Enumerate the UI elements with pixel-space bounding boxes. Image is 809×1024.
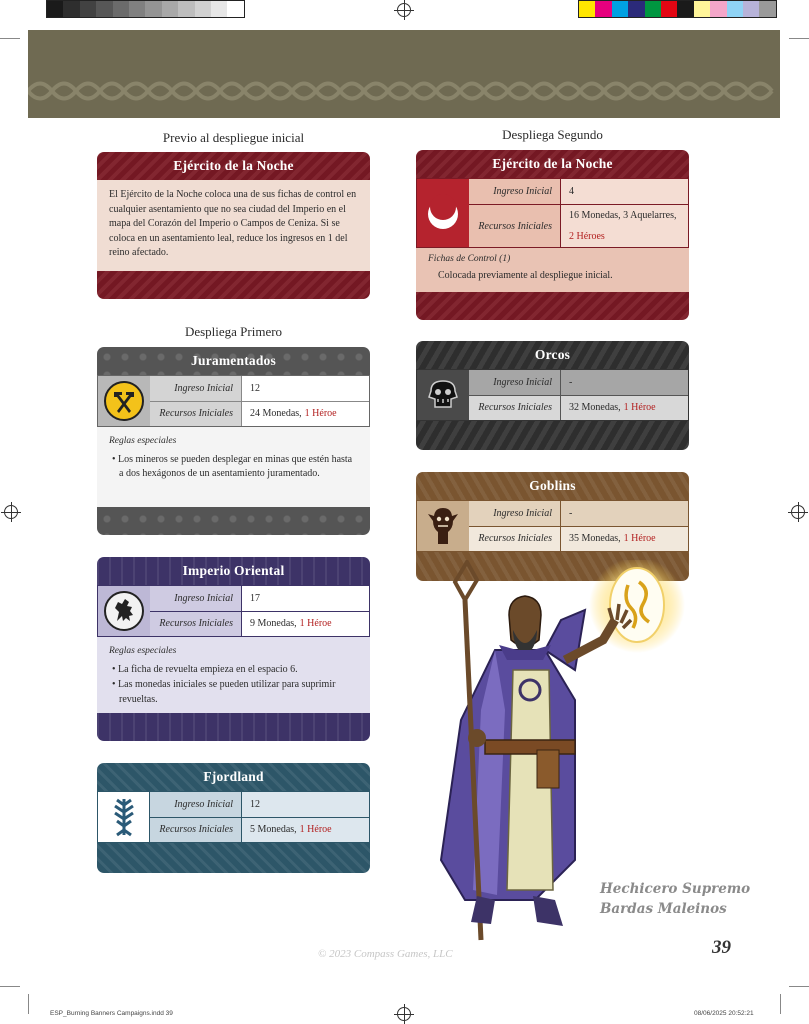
income-value: 12 [250, 382, 260, 394]
card-night-army-second [416, 150, 689, 320]
calibration-swatch [661, 1, 677, 17]
page-number: 39 [712, 937, 731, 958]
timestamp: 08/06/2025 20:52:21 [694, 1010, 754, 1017]
resources-label: Recursos Iniciales [469, 396, 561, 421]
resources-label: Recursos Iniciales [150, 612, 242, 637]
calibration-swatch [677, 1, 693, 17]
calibration-swatch [694, 1, 710, 17]
income-value: 17 [250, 592, 260, 604]
card-title: Orcos [534, 347, 571, 362]
crop-mark [0, 38, 20, 39]
income-label: Ingreso Inicial [469, 501, 561, 526]
income-label: Ingreso Inicial [469, 370, 561, 395]
income-value: - [561, 501, 688, 526]
card-orcos [416, 341, 689, 450]
stats-table [97, 375, 370, 427]
heroes-text: 1 Héroe [623, 533, 656, 545]
calibration-swatch [178, 1, 194, 17]
heading-pre-deploy: Previo al despliegue inicial [162, 130, 305, 145]
special-rules-heading: Reglas especiales [109, 436, 177, 446]
resources-value [242, 818, 369, 843]
registration-mark-icon [397, 3, 411, 17]
calibration-swatch [579, 1, 595, 17]
heading-deploy-second: Despliega Segundo [502, 127, 603, 142]
calibration-swatch [96, 1, 112, 17]
header-banner [28, 30, 780, 118]
card-imperio-oriental [97, 557, 370, 741]
calibration-swatch [129, 1, 145, 17]
resources-value [242, 402, 369, 427]
stats-table [416, 500, 689, 552]
crop-mark [789, 986, 809, 987]
heroes-text: 1 Héroe [299, 618, 332, 630]
crop-mark [28, 994, 29, 1014]
calibration-swatch [710, 1, 726, 17]
card-title: Ejército de la Noche [173, 158, 294, 173]
caption-line-1: Hechicero Supremo [600, 881, 751, 897]
rampant-lion-icon [98, 586, 150, 636]
crescent-moon-icon [417, 179, 469, 247]
card-footer-band [97, 843, 370, 871]
card-title: Imperio Oriental [182, 563, 285, 578]
card-text: El Ejército de la Noche coloca una de sus fichas de control en cualquier asentamiento que no sea ciudad del Imperio en el mapa del Corazón del Imperio o Campos de Ceniza. Si se coloca en un asentamiento leal, reduce los ingresos en 1 del reino afectado. [97, 180, 370, 271]
card-title: Ejército de la Noche [492, 156, 613, 171]
crossed-hammers-icon [98, 376, 150, 426]
resources-text: 16 Monedas, 3 Aquelarres, [569, 209, 677, 221]
income-label: Ingreso Inicial [150, 792, 242, 817]
goblin-head-icon [417, 501, 469, 551]
calibration-swatch [743, 1, 759, 17]
card-night-army-pre [97, 152, 370, 299]
special-rules [97, 427, 370, 507]
calibration-swatch [612, 1, 628, 17]
celtic-knot-border-icon [28, 76, 780, 106]
rule-item: • Las monedas iniciales se pueden utilizar para suprimir revueltas. [112, 679, 336, 705]
calibration-swatch [759, 1, 775, 17]
crop-mark [780, 994, 781, 1014]
special-rules [97, 637, 370, 713]
resources-text: 24 Monedas, [250, 408, 302, 420]
card-juramentados [97, 347, 370, 535]
orc-skull-icon [417, 370, 469, 420]
resources-text: 32 Monedas, [569, 402, 621, 414]
card-title: Juramentados [191, 353, 276, 368]
income-value: 4 [561, 179, 688, 204]
resources-text: 9 Monedas, [250, 618, 297, 630]
rule-item: • Los mineros se pueden desplegar en minas que estén hasta a dos hexágonos de un asentamiento juramentado. [112, 453, 353, 480]
resources-label: Recursos Iniciales [469, 527, 561, 552]
resources-value [561, 527, 688, 552]
card-fjordland [97, 763, 370, 873]
resources-value [561, 396, 688, 421]
calibration-swatch [211, 1, 227, 17]
control-tokens-heading: Fichas de Control (1) [428, 254, 511, 264]
calibration-swatch [47, 1, 63, 17]
card-footer-band [416, 421, 689, 449]
gray-calibration-bar [46, 0, 245, 18]
card-footer-band [97, 713, 370, 741]
resources-label: Recursos Iniciales [469, 205, 561, 247]
income-label: Ingreso Inicial [469, 179, 561, 204]
card-footer-band [97, 271, 370, 299]
resources-text: 35 Monedas, [569, 533, 621, 545]
control-tokens-text: Colocada previamente al despliegue inicial. [438, 269, 613, 281]
card-title: Fjordland [203, 769, 264, 784]
calibration-swatch [63, 1, 79, 17]
calibration-swatch [195, 1, 211, 17]
card-footer-band [416, 292, 689, 320]
resources-label: Recursos Iniciales [150, 818, 242, 843]
control-tokens [416, 248, 689, 292]
special-rules-heading: Reglas especiales [109, 646, 177, 656]
calibration-swatch [80, 1, 96, 17]
income-value: - [561, 370, 688, 395]
resources-text: 5 Monedas, [250, 824, 297, 836]
calibration-swatch [113, 1, 129, 17]
income-label: Ingreso Inicial [150, 586, 242, 611]
heroes-text: 2 Héroes [569, 230, 605, 242]
calibration-swatch [628, 1, 644, 17]
card-title: Goblins [529, 478, 576, 493]
caption-line-2: Bardas Maleinos [600, 900, 727, 917]
income-value: 12 [242, 792, 369, 817]
calibration-swatch [145, 1, 161, 17]
color-calibration-bar [578, 0, 777, 18]
resources-value [561, 205, 688, 247]
illustration-caption [600, 880, 750, 919]
resources-label: Recursos Iniciales [150, 402, 242, 427]
registration-mark-icon [397, 1007, 411, 1021]
calibration-swatch [162, 1, 178, 17]
heading-deploy-first: Despliega Primero [184, 324, 283, 339]
stats-table [416, 369, 689, 421]
card-footer-band [97, 507, 370, 535]
calibration-swatch [645, 1, 661, 17]
heroes-text: 1 Héroe [623, 402, 656, 414]
stats-table [97, 585, 370, 637]
registration-mark-icon [791, 505, 805, 519]
crop-mark [0, 986, 20, 987]
calibration-swatch [727, 1, 743, 17]
crop-mark [789, 38, 809, 39]
resources-value [242, 612, 369, 637]
calibration-swatch [595, 1, 611, 17]
calibration-swatch [227, 1, 243, 17]
copyright-text: © 2023 Compass Games, LLC [318, 948, 453, 960]
stats-table [416, 178, 689, 248]
file-name: ESP_Burning Banners Campaigns.indd 39 [50, 1010, 173, 1017]
stats-table [97, 791, 370, 843]
rule-item: • La ficha de revuelta empieza en el espacio 6. [112, 663, 298, 675]
heroes-text: 1 Héroe [299, 824, 332, 836]
registration-mark-icon [4, 505, 18, 519]
heroes-text: 1 Héroe [304, 408, 337, 420]
income-label: Ingreso Inicial [150, 376, 242, 401]
tree-rune-icon [98, 792, 150, 842]
